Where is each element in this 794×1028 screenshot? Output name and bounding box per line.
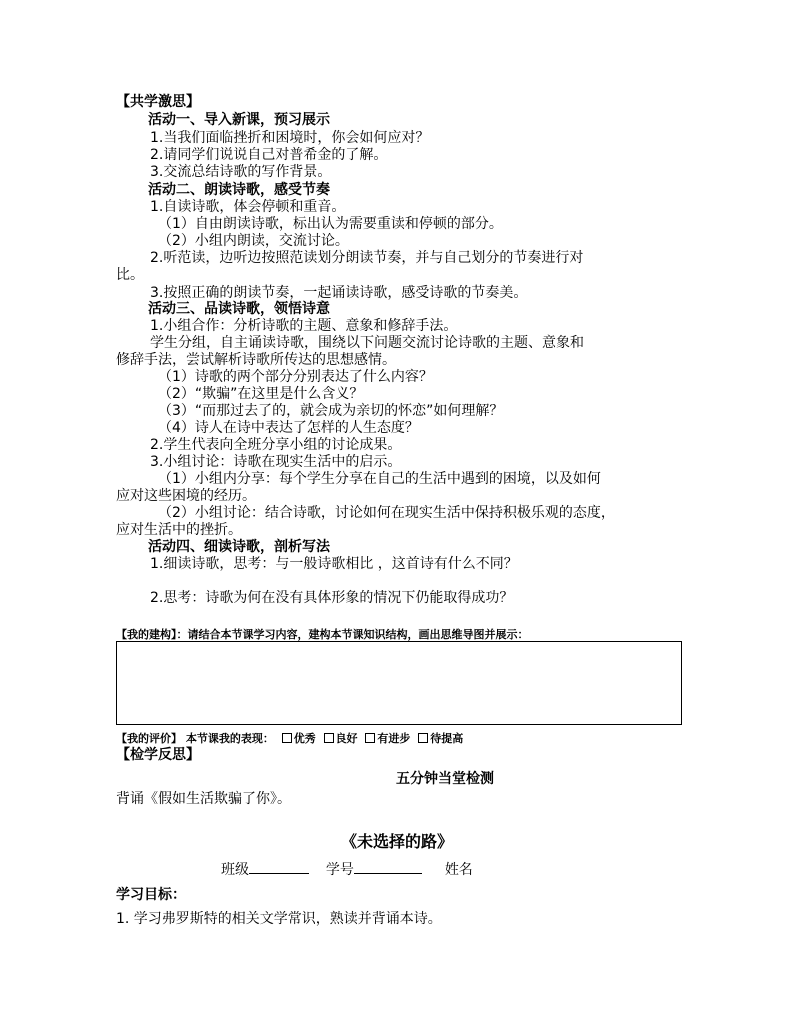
activity-2-line: 1.自读诗歌，体会停顿和重音。 (150, 199, 346, 215)
activity-4-line: 2.思考：诗歌为何在没有具体形象的情况下仍能取得成功？ (150, 590, 514, 606)
checkbox-improved[interactable] (365, 733, 375, 743)
section-heading-review: 【检学反思】 (116, 747, 200, 763)
activity-2-line: 比。 (116, 267, 144, 283)
activity-3-title: 活动三、品读诗歌，领悟诗意 (148, 301, 330, 317)
checkbox-excellent[interactable] (282, 733, 292, 743)
activity-3-line: 2.学生代表向全班分享小组的讨论成果。 (150, 437, 402, 453)
activity-3-line: 应对生活中的挫折。 (116, 522, 242, 538)
activity-2-title: 活动二、朗读诗歌，感受节奏 (148, 182, 330, 198)
checkbox-good[interactable] (324, 733, 334, 743)
class-blank[interactable] (249, 873, 309, 874)
activity-1-item: 1.当我们面临挫折和困境时，你会如何应对？ (150, 130, 430, 146)
evaluation-label: 【我的评价】 本节课我的表现： (116, 732, 274, 745)
test-body: 背诵《假如生活欺骗了你》。 (116, 791, 291, 807)
activity-4-title: 活动四、细读诗歌，剖析写法 (148, 539, 330, 555)
option-label: 良好 (335, 732, 358, 745)
activity-3-line: 修辞手法，尝试解析诗歌所传达的思想感情。 (116, 352, 396, 368)
section-heading-coop: 【共学激思】 (116, 94, 200, 110)
activity-1-title: 活动一、导入新课，预习展示 (148, 112, 330, 128)
option-label: 待提高 (430, 732, 464, 745)
activity-3-line: （2）小组讨论：结合诗歌，讨论如何在现实生活中保持积极乐观的态度， (158, 505, 615, 521)
activity-2-line: （1）自由朗读诗歌，标出认为需要重读和停顿的部分。 (158, 216, 503, 232)
activity-3-line: 学生分组，自主诵读诗歌，围绕以下问题交流讨论诗歌的主题、意象和 (150, 335, 584, 351)
activity-4-line: 1.细读诗歌，思考：与一般诗歌相比 ，这首诗有什么不同？ (150, 556, 518, 572)
lesson-title: 《未选择的路》 (340, 832, 453, 851)
activity-3-question: （2）“欺骗”在这里是什么含义？ (158, 386, 364, 402)
construct-label: 【我的建构】：请结合本节课学习内容，建构本节课知识结构，画出思维导图并展示： (116, 628, 529, 641)
option-label: 优秀 (293, 732, 316, 745)
activity-3-question: （1）诗歌的两个部分分别表达了什么内容？ (158, 369, 433, 385)
activity-3-line: （1）小组内分享：每个学生分享在自己的生活中遇到的困境，以及如何 (158, 471, 601, 487)
activity-1-item: 3.交流总结诗歌的写作背景。 (150, 164, 332, 180)
activity-3-question: （4）诗人在诗中表达了怎样的人生态度？ (158, 420, 419, 436)
mind-map-box[interactable] (116, 641, 682, 725)
activity-1-item: 2.请同学们说说自己对普希金的了解。 (150, 147, 388, 163)
student-info-row (221, 862, 473, 879)
activity-2-line: 2.听范读，边听边按照范读划分朗读节奏，并与自己划分的节奏进行对 (150, 250, 584, 266)
activity-2-line: 3.按照正确的朗读节奏，一起诵读诗歌，感受诗歌的节奏美。 (150, 285, 528, 301)
activity-3-line: 3.小组讨论：诗歌在现实生活中的启示。 (150, 454, 402, 470)
class-label: 班级 (221, 862, 249, 878)
self-evaluation (116, 730, 463, 747)
goal-item: 1. 学习弗罗斯特的相关文学常识，熟读并背诵本诗。 (116, 911, 442, 927)
activity-3-line: 1.小组合作：分析诗歌的主题、意象和修辞手法。 (150, 318, 458, 334)
test-title: 五分钟当堂检测 (396, 771, 494, 787)
id-label: 学号 (325, 862, 354, 878)
id-blank[interactable] (354, 873, 422, 874)
option-label: 有进步 (377, 732, 411, 745)
name-label: 姓名 (444, 862, 473, 878)
checkbox-needs-work[interactable] (418, 733, 428, 743)
activity-3-line: 应对这些困境的经历。 (116, 488, 256, 504)
activity-2-line: （2）小组内朗读，交流讨论。 (158, 233, 349, 249)
goals-label: 学习目标： (116, 887, 186, 903)
activity-3-question: （3）“而那过去了的，就会成为亲切的怀恋”如何理解？ (158, 403, 504, 419)
